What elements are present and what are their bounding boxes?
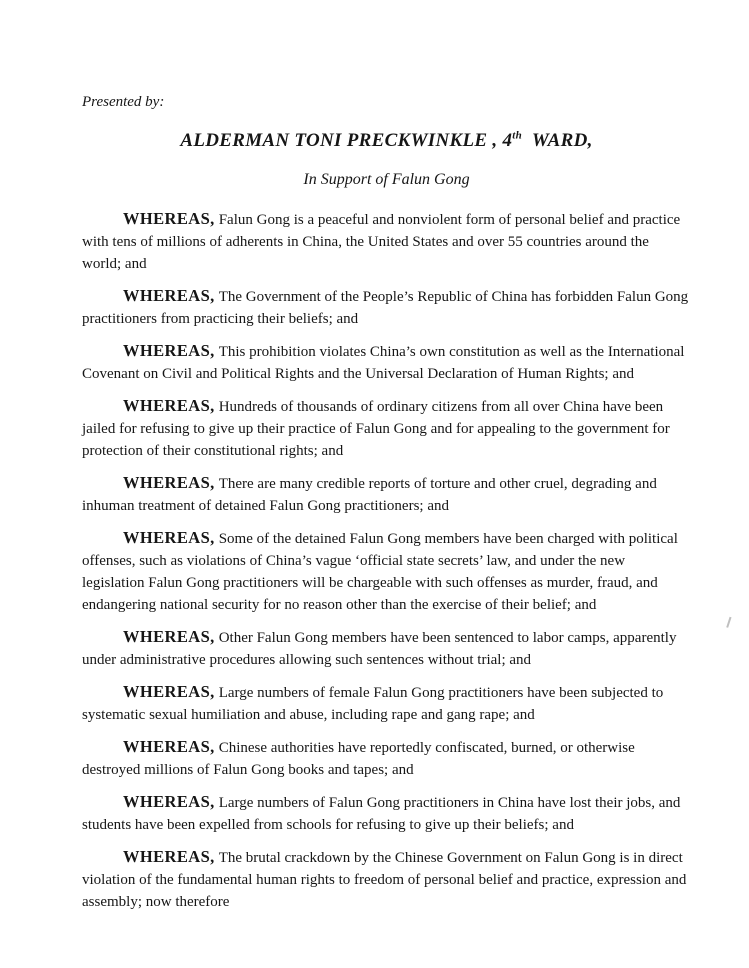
paragraph-text: Falun Gong is a peaceful and nonviolent form of personal belief and practice with tens of millions of adherents in China, the United States and over 55 countries around the world; and [82,212,681,272]
whereas-label: WHEREAS, [123,209,215,228]
paragraph-text: Other Falun Gong members have been sentenced to labor camps, apparently under administrative procedures allowing such sentences without trial; and [82,630,677,668]
whereas-label: WHEREAS, [123,341,215,360]
paragraph-text: Large numbers of female Falun Gong practitioners have been subjected to systematic sexual humiliation and abuse, including rape and gang rape; and [82,685,664,723]
whereas-paragraph [82,627,691,671]
paragraph-list [82,209,691,913]
title-text-ward: WARD, [522,130,593,151]
whereas-label: WHEREAS, [123,737,215,756]
paragraph-text: Large numbers of Falun Gong practitioners in China have lost their jobs, and students have been expelled from schools for refusing to give up their beliefs; and [82,795,681,833]
paragraph-text: The brutal crackdown by the Chinese Government on Falun Gong is in direct violation of the fundamental human rights to freedom of personal belief and practice, expression and assembly; now therefore [82,850,687,910]
whereas-label: WHEREAS, [123,847,215,866]
whereas-paragraph [82,473,691,517]
document-subtitle: In Support of Falun Gong [303,171,470,188]
paragraph-text: Some of the detained Falun Gong members have been charged with political offenses, such as violations of China’s vague ‘official state secrets’ law, and under the new legislation Falun Gong practitioners will be chargeable with such offenses as murder, fraud, and endangering national security for no reason other than the exercise of their belief; and [82,531,678,613]
scan-artifact-mark [721,615,731,628]
whereas-label: WHEREAS, [123,627,215,646]
whereas-paragraph [82,682,691,726]
title-text: ALDERMAN TONI PRECKWINKLE , 4 [180,130,513,151]
whereas-paragraph [82,792,691,836]
whereas-label: WHEREAS, [123,528,215,547]
paragraph-text: There are many credible reports of torture and other cruel, degrading and inhuman treatment of detained Falun Gong practitioners; and [82,476,657,514]
whereas-paragraph [82,737,691,781]
whereas-paragraph [82,341,691,385]
paragraph-text: Hundreds of thousands of ordinary citizens from all over China have been jailed for refusing to give up their practice of Falun Gong and for appealing to the government for protection of their constitutional rights; and [82,399,670,459]
whereas-label: WHEREAS, [123,286,215,305]
presented-by-label: Presented by: [82,94,165,110]
title-superscript: th [512,129,523,142]
whereas-label: WHEREAS, [123,396,215,415]
whereas-label: WHEREAS, [123,473,215,492]
whereas-label: WHEREAS, [123,682,215,701]
paragraph-text: The Government of the People’s Republic of China has forbidden Falun Gong practitioners from practicing their beliefs; and [82,289,689,327]
paragraph-text: Chinese authorities have reportedly confiscated, burned, or otherwise destroyed millions of Falun Gong books and tapes; and [82,740,635,778]
whereas-paragraph [82,209,691,275]
whereas-paragraph [82,528,691,616]
paragraph-text: This prohibition violates China’s own constitution as well as the International Covenant on Civil and Political Rights and the Universal Declaration of Human Rights; and [82,344,685,382]
whereas-label: WHEREAS, [123,792,215,811]
document-title [82,129,691,153]
whereas-paragraph [82,286,691,330]
whereas-paragraph [82,396,691,462]
whereas-paragraph [82,847,691,913]
